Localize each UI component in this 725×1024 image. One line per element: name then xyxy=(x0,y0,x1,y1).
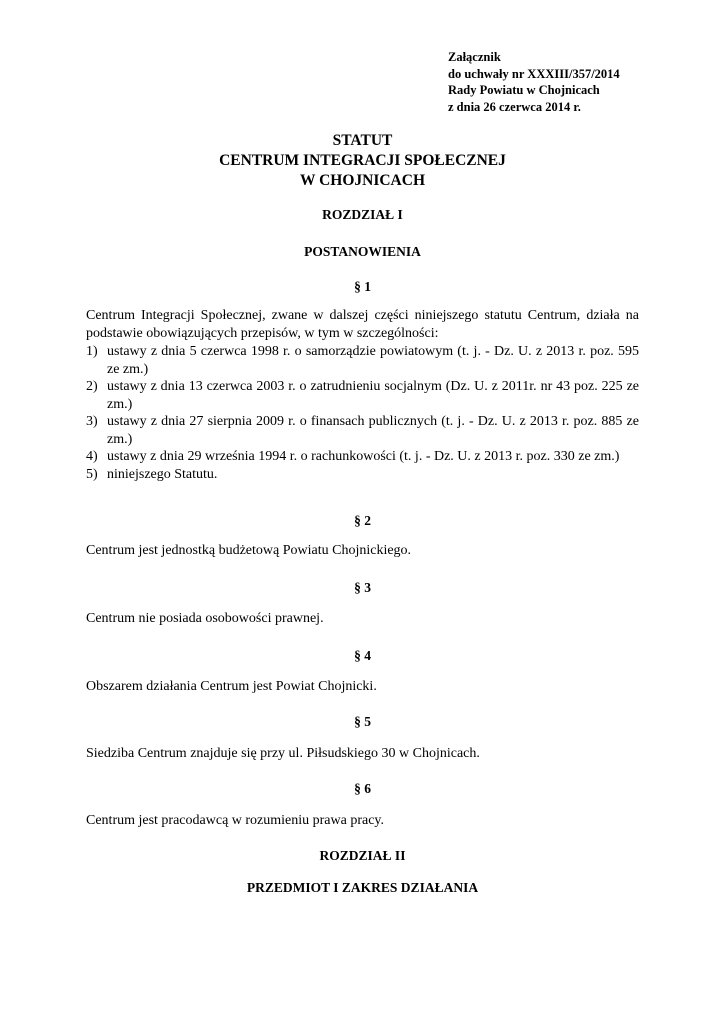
title-institution: CENTRUM INTEGRACJI SPOŁECZNEJ xyxy=(219,152,506,169)
annex-date: z dnia 26 czerwca 2014 r. xyxy=(448,99,581,114)
list-item-number: 3) xyxy=(86,414,98,429)
list-item-number: 2) xyxy=(86,379,98,394)
title-statut: STATUT xyxy=(332,132,393,149)
chapter-1-heading: ROZDZIAŁ I xyxy=(322,207,403,222)
annex-label: Załącznik xyxy=(448,50,501,64)
list-item-number: 4) xyxy=(86,449,98,464)
list-item-text: ustawy z dnia 13 czerwca 2003 r. o zatrudnieniu socjalnym (Dz. U. z 2011r. nr 43 poz. 225 ze zm.) xyxy=(107,379,639,412)
section-2-heading: § 2 xyxy=(354,513,371,528)
section-5-text: Siedziba Centrum znajduje się przy ul. Piłsudskiego 30 w Chojnicach. xyxy=(86,746,480,761)
list-item-text: ustawy z dnia 27 sierpnia 2009 r. o finansach publicznych (t. j. - Dz. U. z 2013 r. poz. 885 ze zm.) xyxy=(107,414,639,447)
list-item xyxy=(86,343,639,378)
list-item xyxy=(86,466,639,484)
chapter-1-subtitle: POSTANOWIENIA xyxy=(304,244,421,259)
list-item-number: 5) xyxy=(86,466,98,482)
section-4-text: Obszarem działania Centrum jest Powiat Chojnicki. xyxy=(86,679,377,694)
list-item xyxy=(86,378,639,413)
section-6-heading: § 6 xyxy=(354,781,371,796)
section-1-intro: Centrum Integracji Społecznej, zwane w dalszej części niniejszego statutu Centrum, działa na podstawie obowiązujących przepisów, w tym w szczególności: xyxy=(86,308,639,341)
list-item-text: niniejszego Statutu. xyxy=(107,466,218,482)
list-item xyxy=(86,413,639,448)
section-1-heading: § 1 xyxy=(354,279,371,294)
list-item-text: ustawy z dnia 29 września 1994 r. o rachunkowości (t. j. - Dz. U. z 2013 r. poz. 330 ze zm.) xyxy=(107,449,620,464)
list-item xyxy=(86,448,639,466)
annex-resolution: do uchwały nr XXXIII/357/2014 xyxy=(448,66,620,81)
chapter-2-subtitle: PRZEDMIOT I ZAKRES DZIAŁANIA xyxy=(246,880,479,895)
section-4-heading: § 4 xyxy=(354,648,371,663)
document-title xyxy=(86,131,639,191)
section-3-heading: § 3 xyxy=(354,580,371,595)
list-item-text: ustawy z dnia 5 czerwca 1998 r. o samorządzie powiatowym (t. j. - Dz. U. z 2013 r. poz. 595 ze zm.) xyxy=(107,344,639,377)
list-item-number: 1) xyxy=(86,344,98,359)
annex-council: Rady Powiatu w Chojnicach xyxy=(448,83,600,97)
annex-header xyxy=(448,49,620,115)
section-3-text: Centrum nie posiada osobowości prawnej. xyxy=(86,611,324,626)
section-2-text: Centrum jest jednostką budżetową Powiatu Chojnickiego. xyxy=(86,543,412,558)
section-5-heading: § 5 xyxy=(354,714,371,729)
section-1-list xyxy=(86,343,639,483)
section-6-text: Centrum jest pracodawcą w rozumieniu prawa pracy. xyxy=(86,813,385,828)
title-city: W CHOJNICACH xyxy=(299,172,425,189)
chapter-2-heading: ROZDZIAŁ II xyxy=(319,848,406,863)
